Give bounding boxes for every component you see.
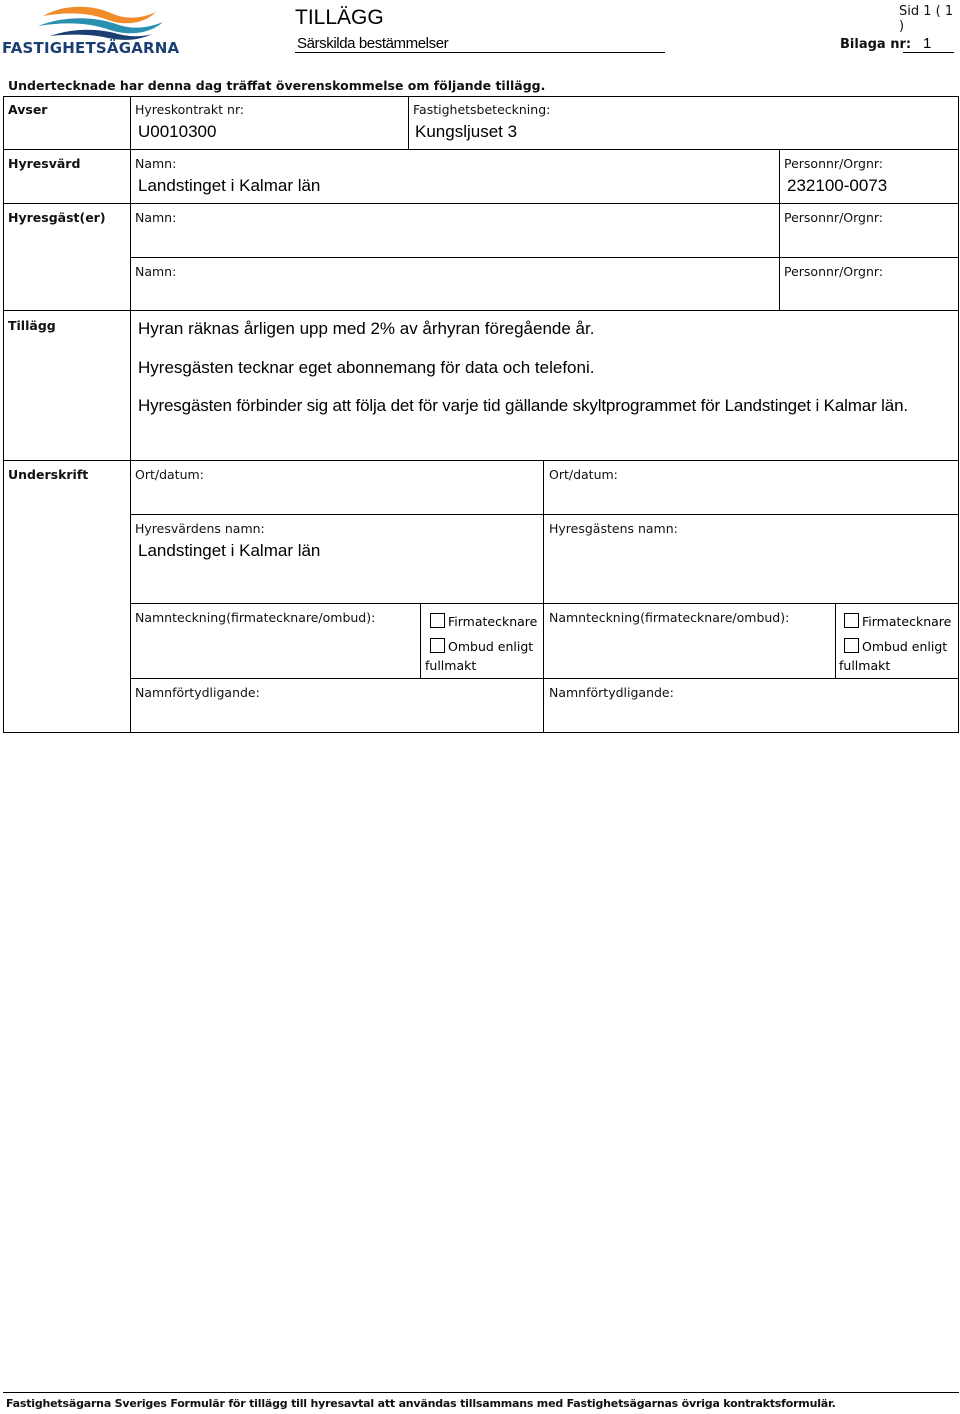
tenant2-name-label: Namn: [135,264,177,279]
subtitle-underline [295,52,665,53]
checkbox-label-cont: fullmakt [839,658,891,673]
section-underskrift: Underskrift [8,467,89,482]
landlord-clarification-field[interactable] [135,702,539,729]
section-avser: Avser [8,102,48,117]
landlord-signer-name-label: Hyresvärdens namn: [135,521,265,536]
tenant-clarification-field[interactable] [549,702,954,729]
checkbox-icon[interactable] [844,638,859,653]
tillagg-line: Hyresgästen tecknar eget abonnemang för data och telefoni. [138,358,595,377]
landlord-place-date-field[interactable] [135,484,539,511]
landlord-signature-label: Namnteckning(firmatecknare/ombud): [135,610,376,625]
section-hyresgast: Hyresgäst(er) [8,210,106,225]
checkbox-icon[interactable] [430,638,445,653]
tenant-name-label: Namn: [135,210,177,225]
landlord-place-date-label: Ort/datum: [135,467,204,482]
bilaga-label: Bilaga nr: [840,37,912,52]
bilaga-value[interactable]: 1 [923,35,932,52]
tenant-signature-field[interactable] [549,628,829,674]
logo [2,4,180,58]
tenant-signature-label: Namnteckning(firmatecknare/ombud): [549,610,790,625]
contract-number-label: Hyreskontrakt nr: [135,102,245,117]
section-tillagg: Tillägg [8,318,56,333]
landlord-name-field[interactable]: Landstinget i Kalmar län [138,176,321,195]
checkbox-label-cont: fullmakt [425,658,477,673]
checkbox-icon[interactable] [430,613,445,628]
checkbox-label: Ombud enligt [862,639,948,654]
intro-text: Undertecknade har denna dag träffat överenskommelse om följande tillägg. [8,78,546,93]
checkbox-label: Ombud enligt [448,639,534,654]
tenant2-id-label: Personnr/Orgnr: [784,264,884,279]
tenant-firmatecknare-option[interactable] [844,613,951,629]
section-hyresvard: Hyresvärd [8,156,81,171]
tillagg-line: Hyresgästen förbinder sig att följa det för varje tid gällande skyltprogrammet för Landstinget i Kalmar län. [138,396,908,415]
landlord-id-field[interactable]: 232100-0073 [787,176,888,195]
tenant-id-label: Personnr/Orgnr: [784,210,884,225]
landlord-clarification-label: Namnförtydligande: [135,685,260,700]
tenant2-name-field[interactable] [135,280,775,308]
contract-number-field[interactable]: U0010300 [138,122,217,141]
checkbox-label: Firmatecknare [862,614,952,629]
checkbox-icon[interactable] [844,613,859,628]
form-subtitle: Särskilda bestämmelser [297,35,449,52]
tenant-signer-name-label: Hyresgästens namn: [549,521,678,536]
tenant-ombud-option[interactable] [844,638,947,654]
logo-text: FASTIGHETSÄGARNA [2,39,180,57]
footer-text: Fastighetsägarna Sveriges Formulär för tillägg till hyresavtal att användas tillsammans med Fastighetsägarnas övriga kontraktsformulär. [6,1397,836,1410]
tenant-name-field[interactable] [135,226,775,254]
tenant-clarification-label: Namnförtydligande: [549,685,674,700]
landlord-signature-field[interactable] [135,628,415,674]
landlord-ombud-option[interactable] [430,638,533,654]
property-label: Fastighetsbeteckning: [413,102,551,117]
landlord-signer-name-field[interactable]: Landstinget i Kalmar län [138,541,321,560]
tillagg-line: Hyran räknas årligen upp med 2% av århyran föregående år. [138,319,595,338]
page-number: Sid 1 ( 1 ) [899,4,954,34]
tenant-place-date-field[interactable] [549,484,954,511]
landlord-firmatecknare-option[interactable] [430,613,537,629]
tenant2-id-field[interactable] [784,280,954,308]
tenant-place-date-label: Ort/datum: [549,467,618,482]
tenant-id-field[interactable] [784,226,954,254]
checkbox-label: Firmatecknare [448,614,538,629]
tenant-signer-name-field[interactable] [549,538,954,598]
bilaga-underline [903,52,954,53]
logo-waves-icon [38,4,168,40]
landlord-name-label: Namn: [135,156,177,171]
property-field[interactable]: Kungsljuset 3 [415,122,518,141]
landlord-id-label: Personnr/Orgnr: [784,156,884,171]
footer-rule [3,1392,959,1393]
form-title: TILLÄGG [295,6,384,29]
